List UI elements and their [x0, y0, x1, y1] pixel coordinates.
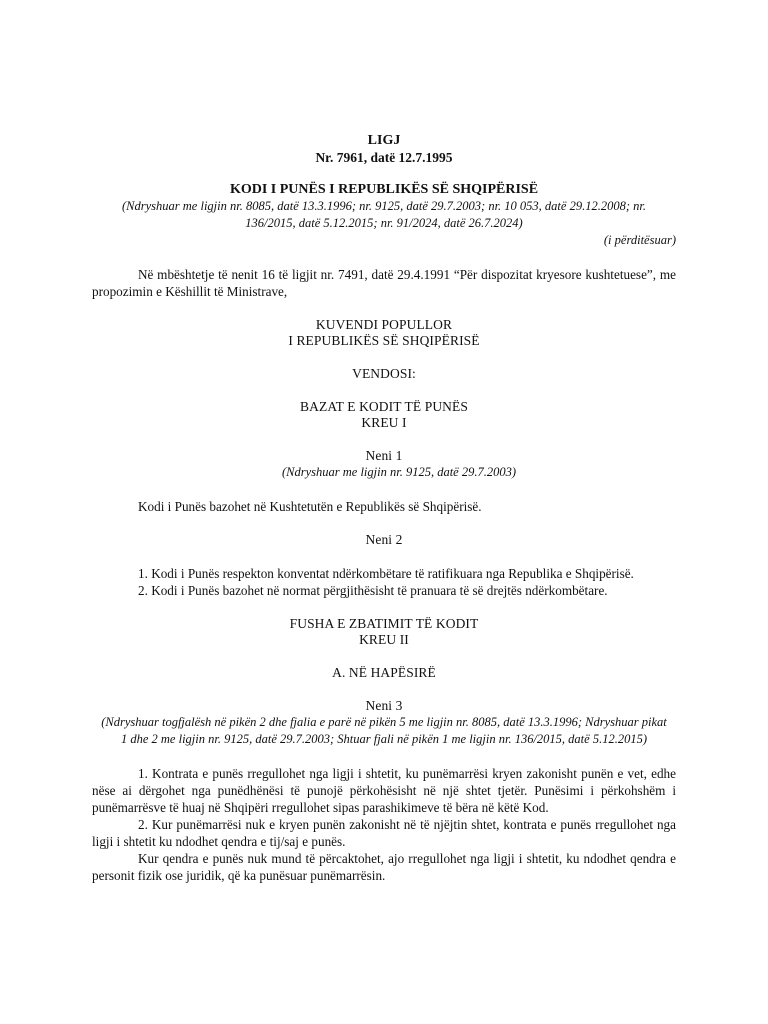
section-a-title: A. NË HAPËSIRË — [332, 665, 436, 680]
article-3-point-1: 1. Kontrata e punës rregullohet nga ligji i shtetit, ku punëmarrësi kryen zakonisht punën e vet, edhe nëse ai dërgohet nga punëdhënësi të punojë përkohësisht në një shtet tjetër. Punësimi i përkohshëm i punëmarrësve të huaj në Shqipëri rregullohet sipas parashikimeve të bëra në këtë Kod. — [92, 766, 676, 815]
article-1-text: Kodi i Punës bazohet në Kushtetutën e Republikës së Shqipërisë. — [138, 499, 482, 514]
assembly-line-1: KUVENDI POPULLOR — [315, 317, 453, 332]
assembly-line-2: I REPUBLIKËS SË SHQIPËRISË — [288, 333, 480, 348]
article-2-title: Neni 2 — [365, 532, 403, 547]
updated-note: (i përditësuar) — [603, 233, 676, 247]
part-1-title: BAZAT E KODIT TË PUNËS — [300, 399, 468, 414]
law-amendments: (Ndryshuar me ligjin nr. 8085, datë 13.3.1996; nr. 9125, datë 29.7.2003; nr. 10 053, datë 29.12.2008; nr. 136/2015, datë 5.12.2015; nr. 91/2024, datë 26.7.2024) — [122, 199, 646, 230]
law-label: LIGJ — [367, 133, 401, 148]
article-2-point-2: 2. Kodi i Punës bazohet në normat përgjithësisht të pranuara të së drejtës ndërkombëtare. — [138, 583, 608, 598]
article-1-title: Neni 1 — [365, 448, 403, 463]
article-3-point-2-continued: Kur qendra e punës nuk mund të përcaktohet, ajo rregullohet nga ligji i shtetit, ku ndodhet qendra e personit fizik ose juridik, që ka punësuar punëmarrësin. — [92, 851, 676, 883]
article-1-note: (Ndryshuar me ligjin nr. 9125, datë 29.7.2003) — [281, 465, 517, 479]
article-3-title: Neni 3 — [365, 698, 403, 713]
decides-heading: VENDOSI: — [352, 366, 416, 381]
part-2-title: FUSHA E ZBATIMIT TË KODIT — [289, 616, 479, 631]
article-2-point-1: 1. Kodi i Punës respekton konventat ndërkombëtare të ratifikuara nga Republika e Shqipërisë. — [138, 566, 634, 581]
chapter-1-label: KREU I — [361, 415, 407, 430]
article-3-point-2: 2. Kur punëmarrësi nuk e kryen punën zakonisht në të njëjtin shtet, kontrata e punës rregullohet nga ligji i shtetit ku ndodhet qendra e tij/saj e punës. — [92, 817, 676, 849]
law-title: KODI I PUNËS I REPUBLIKËS SË SHQIPËRISË — [229, 182, 539, 197]
law-number: Nr. 7961, datë 12.7.1995 — [315, 150, 453, 165]
document-page — [92, 132, 676, 884]
chapter-2-label: KREU II — [359, 632, 409, 647]
preamble: Në mbështetje të nenit 16 të ligjit nr. 7491, datë 29.4.1991 “Për dispozitat kryesore kushtetuese”, me propozimin e Këshillit të Ministrave, — [92, 267, 676, 299]
article-3-note: (Ndryshuar togfjalësh në pikën 2 dhe fjalia e parë në pikën 5 me ligjin nr. 8085, datë 13.3.1996; Ndryshuar pikat 1 dhe 2 me ligjin nr. 9125, datë 29.7.2003; Shtuar fjali në pikën 1 me ligjin nr. 136/2015, datë 5.12.2015) — [101, 715, 667, 746]
